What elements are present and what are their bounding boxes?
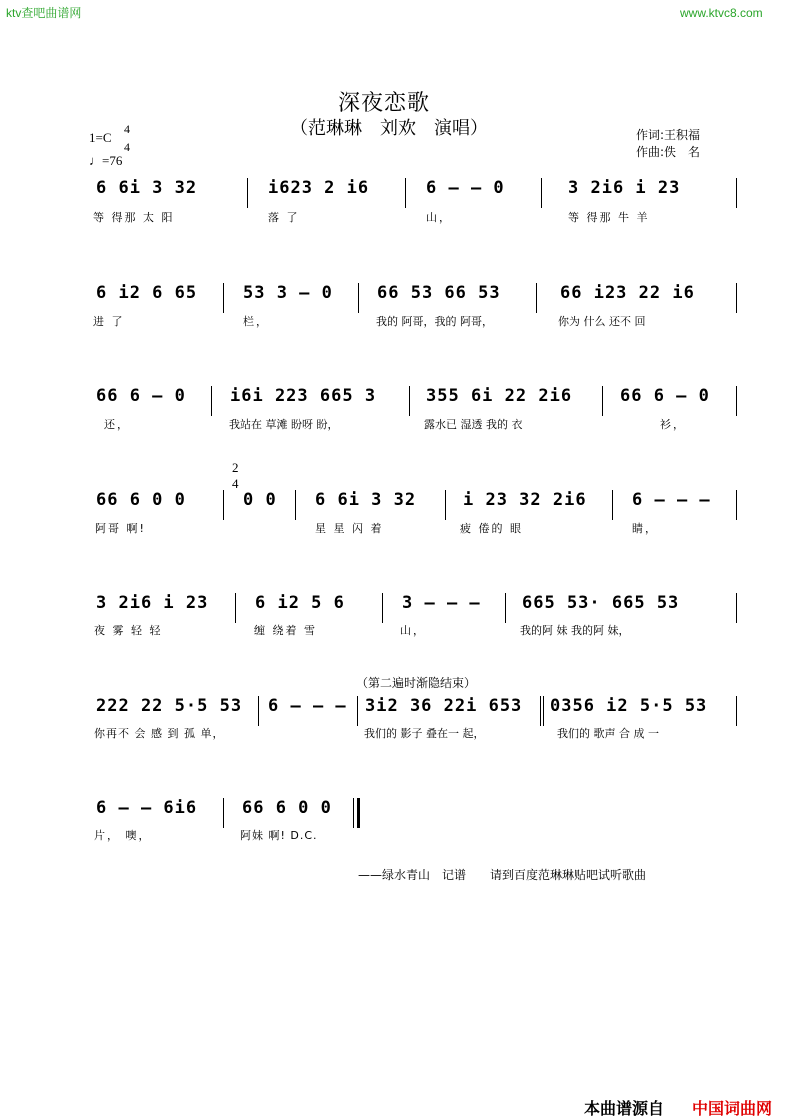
measure: 6 i2 5 6	[255, 593, 345, 613]
barline	[211, 386, 212, 416]
lyric: 睛，	[632, 522, 658, 535]
lyricist-credit: 作词:王积福	[636, 128, 701, 142]
barline	[541, 178, 542, 208]
lyric: 我的阿 妹 我的阿 妹，	[520, 624, 630, 637]
tempo-marking: ♩=76	[89, 153, 123, 168]
measure: 665 53· 665 53	[522, 593, 680, 613]
barline	[505, 593, 506, 623]
barline	[405, 178, 406, 208]
lyric: 缠 绕着 雪	[254, 624, 317, 637]
footer-source-label: 本曲谱源自	[584, 1099, 665, 1118]
lyric: 落 了	[268, 211, 300, 224]
barline	[612, 490, 613, 520]
song-title: 深夜恋歌	[338, 91, 431, 116]
barline	[409, 386, 410, 416]
measure: 0 0	[243, 490, 277, 510]
lyric: 我的 阿哥，我的 阿哥，	[376, 315, 493, 328]
footer-site-link[interactable]: 中国词曲网	[692, 1099, 773, 1118]
measure: 66 6 0 0	[242, 798, 332, 818]
lyric: 栏，	[243, 315, 269, 328]
lyric: 等 得那 牛 羊	[568, 211, 650, 224]
final-barline	[357, 798, 360, 828]
measure: i623 2 i6	[268, 178, 370, 198]
composer-credit: 作曲:佚 名	[636, 145, 701, 159]
barline	[258, 696, 259, 726]
barline	[736, 386, 737, 416]
barline	[223, 283, 224, 313]
measure: 53 3 – 0	[243, 283, 333, 303]
measure: 6 – – 6i6	[96, 798, 198, 818]
lyric: 还，	[104, 418, 130, 431]
barline	[353, 798, 354, 828]
barline	[247, 178, 248, 208]
barline	[736, 490, 737, 520]
barline	[357, 696, 358, 726]
lyric: 你再不 会 感 到 孤 单，	[94, 727, 225, 740]
lyric: 我站在 草滩 盼呀 盼，	[229, 418, 339, 431]
barline	[235, 593, 236, 623]
measure: 3 – – –	[402, 593, 481, 613]
measure: 66 53 66 53	[377, 283, 501, 303]
lyric: 我们的 影子 叠在一 起，	[364, 727, 485, 740]
lyric: 疲 倦的 眼	[460, 522, 523, 535]
measure: 0356 i2 5·5 53	[550, 696, 708, 716]
measure: 6 – – 0	[426, 178, 505, 198]
measure: 66 i23 22 i6	[560, 283, 695, 303]
measure: 3 2i6 i 23	[568, 178, 681, 198]
site-url-right[interactable]: www.ktvc8.com	[680, 6, 763, 20]
barline	[223, 490, 224, 520]
lyric: 露水已 湿透 我的 衣	[424, 418, 523, 431]
barline	[445, 490, 446, 520]
measure: 6 – – –	[268, 696, 347, 716]
time-change-top: 2	[232, 460, 239, 475]
measure: 66 6 – 0	[96, 386, 186, 406]
lyric: 你为 什么 还不 回	[558, 315, 646, 328]
barline	[295, 490, 296, 520]
barline	[536, 283, 537, 313]
measure: 66 6 0 0	[96, 490, 186, 510]
time-signature-top: 4	[124, 122, 130, 136]
measure: 3 2i6 i 23	[96, 593, 209, 613]
lyric: 星 星 闪 着	[315, 522, 384, 535]
measure: 222 22 5·5 53	[96, 696, 243, 716]
measure: 3i2 36 22i 653	[365, 696, 523, 716]
measure: 6 – – –	[632, 490, 711, 510]
site-name-left[interactable]: ktv查吧曲谱网	[6, 6, 82, 20]
lyric: 等 得那 太 阳	[93, 211, 175, 224]
measure: 355 6i 22 2i6	[426, 386, 573, 406]
barline	[602, 386, 603, 416]
lyric: 衫，	[660, 418, 686, 431]
barline	[223, 798, 224, 828]
barline	[358, 283, 359, 313]
lyric: 进 了	[93, 315, 125, 328]
transcriber-signature: ——绿水青山 记谱 请到百度范琳琳贴吧试听歌曲	[358, 868, 647, 882]
lyric: 夜 雾 轻 轻	[94, 624, 163, 637]
time-change-bottom: 4	[232, 476, 239, 491]
measure: 6 6i 3 32	[315, 490, 417, 510]
measure: i 23 32 2i6	[463, 490, 587, 510]
lyric: 阿妹 啊! D.C.	[240, 829, 318, 842]
barline	[736, 696, 737, 726]
key-signature: 1=C	[89, 130, 112, 145]
barline	[543, 696, 544, 726]
barline	[736, 178, 737, 208]
barline	[736, 283, 737, 313]
barline	[382, 593, 383, 623]
measure: 6 i2 6 65	[96, 283, 198, 303]
barline	[540, 696, 541, 726]
lyric: 山，	[400, 624, 426, 637]
measure: 66 6 – 0	[620, 386, 710, 406]
lyric: 阿哥 啊!	[95, 522, 146, 535]
time-signature-bottom: 4	[124, 140, 130, 154]
barline	[736, 593, 737, 623]
song-subtitle: （范琳琳 刘欢 演唱）	[290, 118, 488, 139]
lyric: 片， 噢，	[94, 829, 152, 842]
lyric: 山，	[426, 211, 452, 224]
fade-out-note: （第二遍时渐隐结束）	[356, 676, 477, 690]
measure: i6i 223 665 3	[230, 386, 377, 406]
lyric: 我们的 歌声 合 成 一	[557, 727, 659, 740]
measure: 6 6i 3 32	[96, 178, 198, 198]
